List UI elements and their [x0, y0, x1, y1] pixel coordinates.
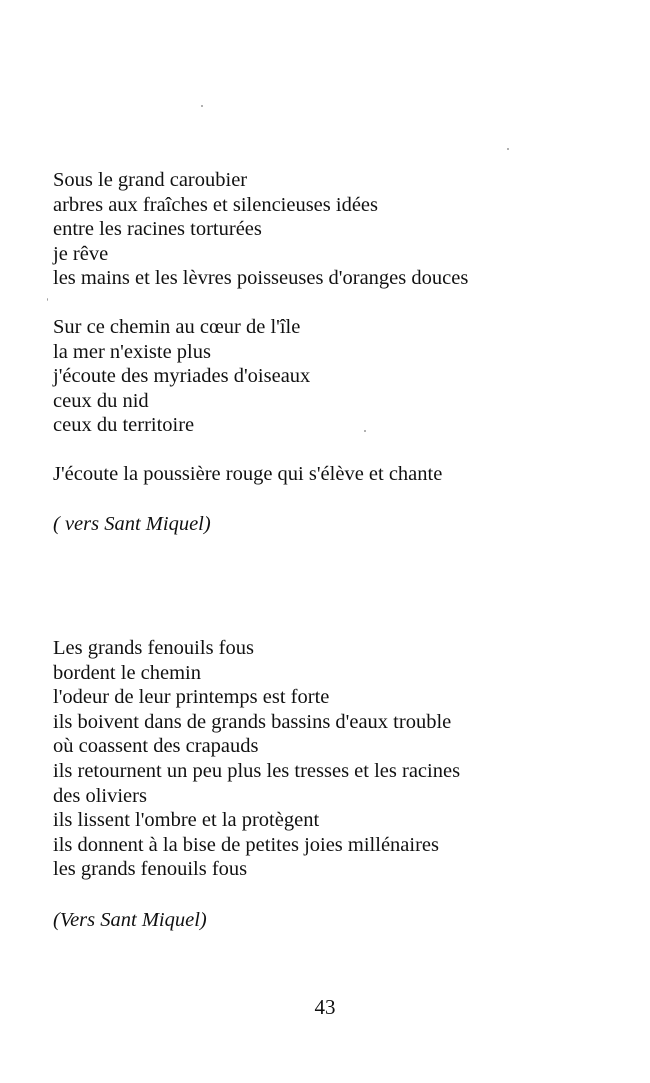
scan-speck [47, 298, 48, 301]
poem-line: je rêve [53, 242, 109, 265]
scan-speck [201, 105, 203, 107]
poem-line: entre les racines torturées [53, 218, 262, 241]
poem-line: ceux du territoire [53, 414, 195, 437]
page-number: 43 [314, 995, 336, 1019]
poem-line: ils lissent l'ombre et la protègent [53, 809, 320, 832]
poem-line: arbres aux fraîches et silencieuses idées [53, 193, 379, 216]
poem-stanza-3 [53, 462, 442, 487]
poem-caption: (Vers Sant Miquel) [53, 909, 207, 931]
poem-stanza-4 [53, 636, 460, 882]
scan-speck [364, 430, 366, 432]
poem-line: ils retournent un peu plus les tresses et les racines [53, 759, 461, 782]
poem-line: des oliviers [53, 784, 147, 807]
poem-line: les grands fenouils fous [53, 858, 248, 881]
poem-line: j'écoute des myriades d'oiseaux [53, 365, 311, 388]
scan-speck [507, 148, 509, 150]
poem-line: Les grands fenouils fous [53, 637, 254, 659]
poem-line: ceux du nid [53, 389, 149, 412]
poem-line: la mer n'existe plus [53, 340, 211, 363]
poem-line: bordent le chemin [53, 661, 202, 684]
poem-line: Sur ce chemin au cœur de l'île [53, 316, 301, 338]
poem-line: les mains et les lèvres poisseuses d'oranges douces [53, 267, 469, 290]
poem-stanza-2 [53, 315, 310, 438]
poem-line: ils donnent à la bise de petites joies millénaires [53, 833, 439, 856]
poem-line: où coassent des crapauds [53, 735, 259, 758]
poem-line: ils boivent dans de grands bassins d'eaux trouble [53, 710, 452, 733]
poem-stanza-1 [53, 168, 468, 291]
poem-line: l'odeur de leur printemps est forte [53, 686, 330, 709]
poem-line: Sous le grand caroubier [53, 169, 248, 191]
poem-line: J'écoute la poussière rouge qui s'élève et chante [53, 463, 443, 485]
poem-caption: ( vers Sant Miquel) [53, 513, 211, 535]
